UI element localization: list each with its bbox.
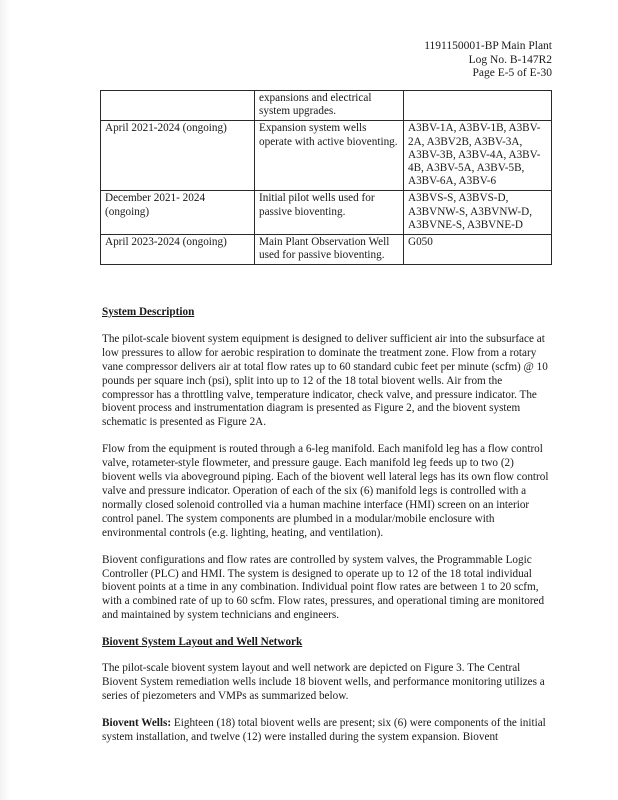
date-cell — [101, 91, 255, 121]
description-cell: Expansion system wells operate with active bioventing. — [255, 121, 404, 191]
log-number: Log No. B-147R2 — [468, 53, 552, 66]
table-row — [101, 121, 552, 191]
wells-cell: G050 — [404, 235, 552, 265]
table-row — [101, 191, 552, 235]
description-cell: Main Plant Observation Well used for passive bioventing. — [255, 235, 404, 265]
paragraph: The pilot-scale biovent system equipment is designed to deliver sufficient air into the subsurface at low pressures to allow for aerobic respiration to dominate the treatment zone. Flow from a rotary vane compressor delivers air at total flow rates up to 60 standard cubic feet per minute (scfm) @ 10 pounds per square inch (psi), split into up to 12 of the 18 total biovent wells. Air from the compressor has a throttling valve, temperature indicator, check valve, and pressure indicator. The biovent process and instrumentation diagram is presented as Figure 2, and the biovent system schematic is presented as Figure 2A. — [102, 332, 548, 429]
paragraph: Flow from the equipment is routed through a 6-leg manifold. Each manifold leg has a flow control valve, rotameter-style flowmeter, and pressure gauge. Each manifold leg feeds up to two (2) biovent wells via aboveground piping. Each of the biovent well lateral legs has its own flow control valve and pressure indicator. Operation of each of the six (6) manifold legs is controlled with a normally closed solenoid controlled via a human machine interface (HMI) screen on an interior control panel. The system components are plumbed in a modular/mobile enclosure with environmental controls (e.g. lighting, heating, and ventilation). — [102, 443, 549, 539]
date-cell: April 2023-2024 (ongoing) — [101, 235, 255, 265]
date-cell: December 2021- 2024 (ongoing) — [101, 191, 255, 235]
scan-edge-shadow — [0, 0, 10, 800]
document-body — [102, 306, 550, 758]
project-id: 1191150001-BP Main Plant — [424, 40, 552, 52]
wells-cell: A3BVS-S, A3BVS-D, A3BVNW-S, A3BVNW-D, A3BVNE-S, A3BVNE-D — [404, 191, 552, 235]
table-row — [101, 91, 552, 121]
section-heading-layout: Biovent System Layout and Well Network — [102, 636, 303, 649]
biovent-wells-text: Eighteen (18) total biovent wells are present; six (6) were components of the initial system installation, and twelve (12) were installed during the system expansion. Biovent — [102, 716, 546, 743]
description-cell: Initial pilot wells used for passive bioventing. — [255, 191, 404, 235]
wells-cell — [404, 91, 552, 121]
wells-cell: A3BV-1A, A3BV-1B, A3BV-2A, A3BV2B, A3BV-3A, A3BV-3B, A3BV-4A, A3BV-4B, A3BV-5A, A3BV-5B, A3BV-6A, A3BV-6 — [404, 121, 552, 191]
section-heading-system-description: System Description — [102, 306, 195, 318]
page-number: Page E-5 of E-30 — [472, 67, 552, 79]
date-cell: April 2021-2024 (ongoing) — [101, 121, 255, 191]
paragraph: Biovent configurations and flow rates are controlled by system valves, the Programmable Logic Controller (PLC) and HMI. The system is designed to operate up to 12 of the 18 total individual biovent points at a time in any combination. Individual point flow rates are between 1 to 20 scfm, with a combined rate of up to 60 scfm. Flow rates, pressures, and operational timing are monitored and maintained by system technicians and engineers. — [102, 553, 545, 622]
schedule-table — [100, 90, 552, 265]
description-cell: expansions and electrical system upgrades. — [255, 91, 404, 121]
paragraph: The pilot-scale biovent system layout and well network are depicted on Figure 3. The Central Biovent System remediation wells include 18 biovent wells, and performance monitoring utilizes a series of piezometers and VMPs as summarized below. — [102, 662, 545, 702]
page-header — [424, 40, 552, 81]
biovent-wells-lead: Biovent Wells: — [102, 716, 172, 729]
paragraph-biovent-wells — [102, 717, 550, 745]
table-row — [101, 235, 552, 265]
